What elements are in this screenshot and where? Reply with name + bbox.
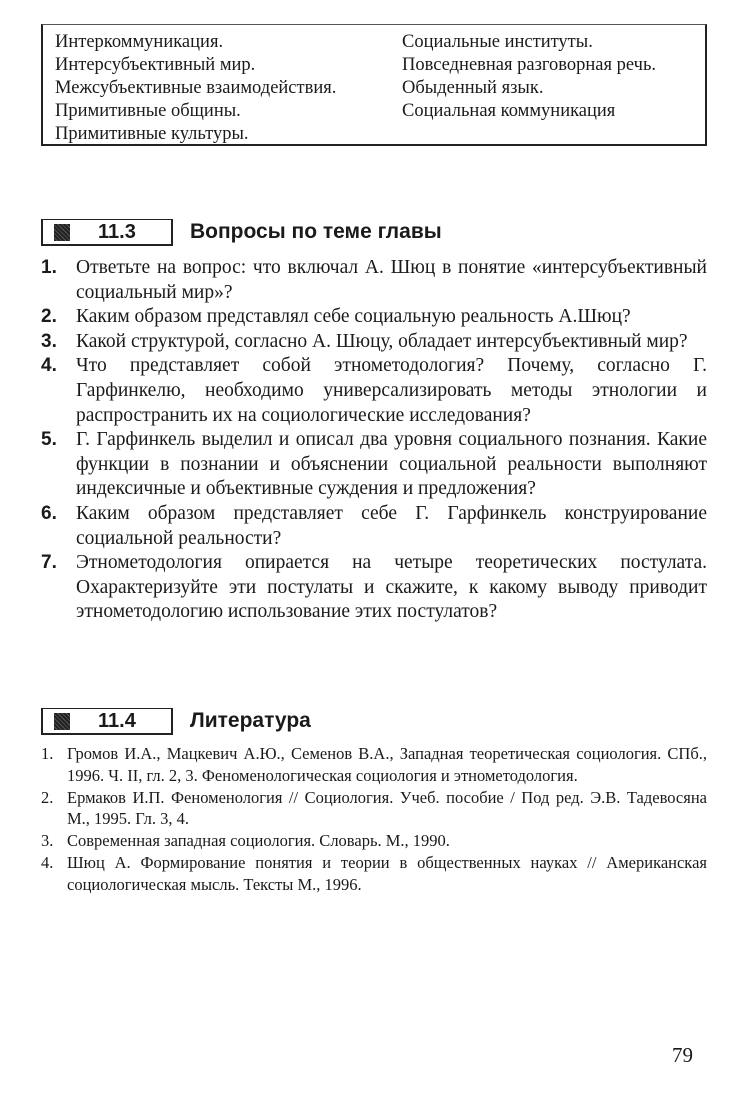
literature-number: 3. bbox=[41, 831, 54, 851]
section-title: Литература bbox=[190, 709, 311, 732]
literature-text: Современная западная социология. Словарь. М., 1990. bbox=[67, 831, 450, 851]
question-number: 5. bbox=[41, 429, 57, 451]
question-text: Этнометодология опирается на четыре теоретических постулата. Охарактеризуйте эти постулаты и скажите, к какому выводу приводит этнометодологию использование этих постулатов? bbox=[76, 552, 707, 623]
question-item bbox=[41, 330, 707, 355]
questions-list bbox=[41, 256, 707, 625]
literature-item bbox=[41, 830, 707, 852]
literature-number: 2. bbox=[41, 787, 54, 807]
question-item bbox=[41, 502, 707, 551]
literature-text: Шюц А. Формирование понятия и теории в общественных науках // Американская социологическая мысль. Тексты М., 1996. bbox=[67, 852, 707, 894]
section-number-box bbox=[41, 219, 173, 246]
literature-list bbox=[41, 743, 707, 896]
term: Примитивные культуры. bbox=[55, 124, 249, 144]
question-item bbox=[41, 354, 707, 428]
literature-text: Ермаков И.П. Феноменология // Социология. Учеб. пособие / Под ред. Э.В. Тадевосяна М., 1995. Гл. 3, 4. bbox=[67, 787, 707, 829]
terms-column-left bbox=[55, 31, 336, 146]
literature-text: Громов И.А., Мацкевич А.Ю., Семенов В.А., Западная теоретическая социология. СПб., 1996. Ч. II, гл. 2, 3. Феноменологическая социология и этнометодология. bbox=[67, 744, 707, 785]
question-text: Что представляет собой этнометодология? Почему, согласно Г. Гарфинкелю, необходимо универсализировать методы этнологии и распространить их на социологические исследования? bbox=[76, 355, 707, 426]
term: Примитивные общины. bbox=[55, 101, 241, 121]
section-number: 11.3 bbox=[98, 221, 136, 243]
question-item bbox=[41, 256, 707, 305]
question-number: 1. bbox=[41, 257, 57, 278]
section-number: 11.4 bbox=[98, 710, 136, 732]
question-text: Ответьте на вопрос: что включал А. Шюц в понятие «интерсубъективный социальный мир»? bbox=[76, 257, 707, 303]
term: Интерсубъективный мир. bbox=[55, 55, 256, 75]
page-number: 79 bbox=[672, 1043, 693, 1067]
question-item bbox=[41, 305, 707, 330]
section-number-box bbox=[41, 708, 173, 735]
literature-number: 1. bbox=[41, 744, 54, 763]
question-text: Каким образом представлял себе социальную реальность А.Шюц? bbox=[76, 306, 631, 328]
question-number: 2. bbox=[41, 306, 57, 328]
question-item bbox=[41, 428, 707, 502]
literature-number: 4. bbox=[41, 852, 54, 872]
key-terms-box bbox=[41, 24, 707, 146]
term: Межсубъективные взаимодействия. bbox=[55, 78, 337, 98]
literature-item bbox=[41, 787, 707, 831]
question-number: 6. bbox=[41, 502, 57, 524]
question-number: 7. bbox=[41, 552, 57, 574]
term: Интеркоммуникация. bbox=[55, 32, 224, 52]
question-text: Г. Гарфинкель выделил и описал два уровня социального познания. Какие функции в познании и объяснении социальной реальности выполняют индексичные и объективные суждения и предложения? bbox=[76, 429, 707, 500]
literature-item bbox=[41, 852, 707, 896]
literature-item bbox=[41, 743, 707, 787]
question-number: 3. bbox=[41, 330, 57, 352]
term: Социальная коммуникация bbox=[402, 101, 616, 121]
term: Повседневная разговорная речь. bbox=[402, 55, 657, 75]
question-item bbox=[41, 551, 707, 625]
section-marker-icon bbox=[54, 713, 70, 730]
section-title: Вопросы по теме главы bbox=[190, 220, 442, 243]
question-text: Каким образом представляет себе Г. Гарфинкель конструирование социальной реальности? bbox=[76, 502, 707, 549]
section-marker-icon bbox=[54, 224, 70, 241]
term: Обыденный язык. bbox=[402, 78, 544, 98]
question-number: 4. bbox=[41, 355, 57, 377]
term: Социальные институты. bbox=[402, 32, 593, 52]
question-text: Какой структурой, согласно А. Шюцу, обладает интерсубъективный мир? bbox=[76, 330, 688, 352]
terms-column-right bbox=[402, 31, 656, 123]
